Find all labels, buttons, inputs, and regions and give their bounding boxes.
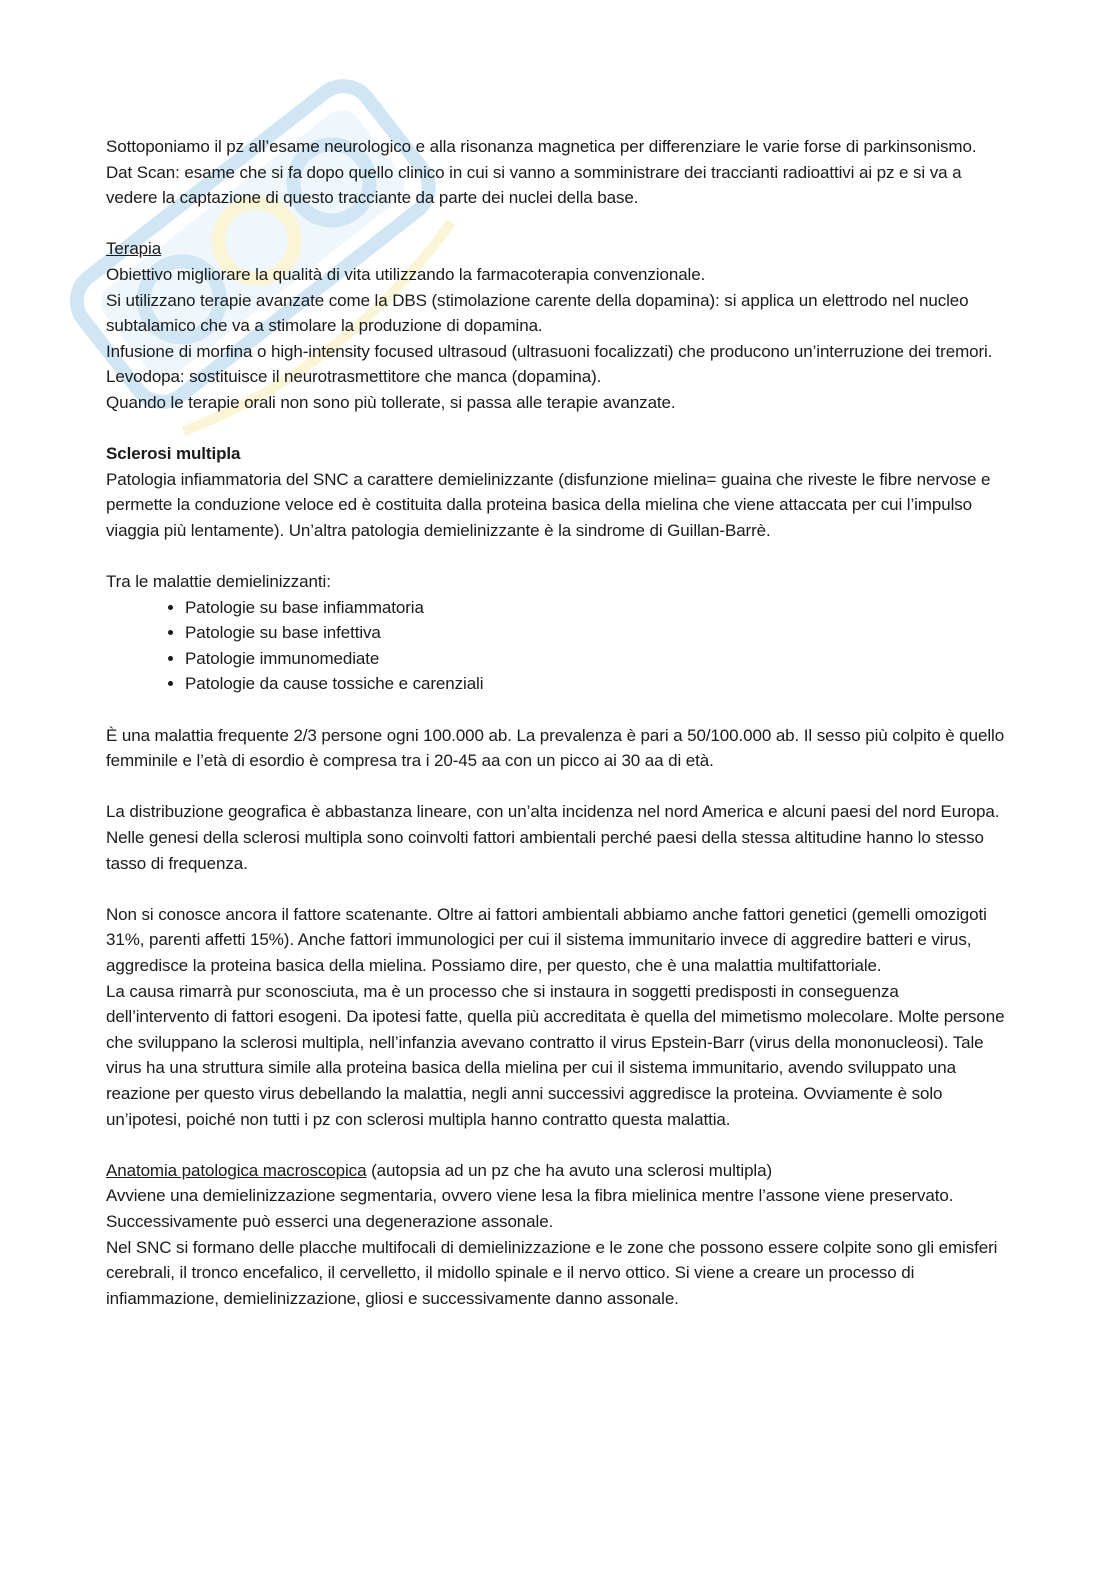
list-item: • Patologie su base infettiva [185,620,1006,646]
list-item: • Patologie da cause tossiche e carenziali [185,671,1006,697]
factors-paragraph: Non si conosce ancora il fattore scatenante. Oltre ai fattori ambientali abbiamo anche fattori genetici (gemelli omozigoti 31%, parenti affetti 15%). Anche fattori immunologici per cui il sistema immunitario invece di aggredire batteri e virus, aggredisce la proteina basica della mielina. Possiamo dire, per questo, che è una malattia multifattoriale. [106,904,987,975]
epidemiology-paragraph: È una malattia frequente 2/3 persone ogni 100.000 ab. La prevalenza è pari a 50/100.000 ab. Il sesso più colpito è quello femminile e l’età di esordio è compresa tra i 20-45 aa con un picco ai 30 aa di età. [106,725,1005,771]
cause-paragraph: La causa rimarrà pur sconosciuta, ma è un processo che si instaura in soggetti predisposti in conseguenza dell’intervento di fattori esogeni. Da ipotesi fatte, quella più accreditata è quella del mimetismo molecolare. Molte persone che sviluppano la sclerosi multipla, nell’infanzia avevano contratto il virus Epstein-Barr (virus della mononucleosi). Tale virus ha una struttura simile alla proteina basica della mielina per cui il sistema immunitario, avendo sviluppato una reazione per questo virus debellando la malattia, negli anni successivi aggredisce la proteina. Ovviamente è solo un’ipotesi, poiché non tutti i pz con sclerosi multipla hanno contratto questa malattia. [106,981,1005,1129]
list-item: • Patologie immunomediate [185,646,1006,672]
intro-paragraph-1: Sottoponiamo il pz all’esame neurologico e alla risonanza magnetica per differenziare le varie forse di parkinsonismo. [106,137,977,156]
anatomia-line-1: Avviene una demielinizzazione segmentaria, ovvero viene lesa la fibra mielinica mentre l’assone viene preservato. Successivamente può esserci una degenerazione assonale. [106,1186,954,1231]
anatomia-line-2: Nel SNC si formano delle placche multifocali di demielinizzazione e le zone che possono essere colpite sono gli emisferi cerebrali, il tronco encefalico, il cervelletto, il midollo spinale e il nervo ottico. Si viene a creare un processo di infiammazione, demielinizzazione, gliosi e successivamente danno assonale. [106,1237,998,1308]
anatomia-heading: Anatomia patologica macroscopica [106,1160,367,1180]
sclerosi-definition: Patologia infiammatoria del SNC a carattere demielinizzante (disfunzione mielina= guaina che riveste le fibre nervose e permette la conduzione veloce ed è costituita dalla proteina basica della mielina che viene attaccata per cui l’impulso viaggia più lentamente). Un’altra patologia demielinizzante è la sindrome di Guillan-Barrè. [106,469,991,540]
intro-paragraph-2: Dat Scan: esame che si fa dopo quello clinico in cui si vanno a somministrare dei traccianti radioattivi ai pz e si va a vedere la captazione di questo tracciante da parte dei nuclei della base. [106,162,962,208]
terapia-line-3: Infusione di morfina o high-intensity focused ultrasoud (ultrasuoni focalizzati) che producono un’interruzione dei tremori. [106,341,993,361]
document-page [106,134,1006,1311]
list-intro: Tra le malattie demielinizzanti: [106,572,331,592]
sclerosi-heading: Sclerosi multipla [106,444,241,464]
terapia-line-2: Si utilizzano terapie avanzate come la DBS (stimolazione carente della dopamina): si applica un elettrodo nel nucleo subtalamico che va a stimolare la produzione di dopamina. [106,290,969,336]
distribution-paragraph: La distribuzione geografica è abbastanza lineare, con un’alta incidenza nel nord America e alcuni paesi del nord Europa. Nelle genesi della sclerosi multipla sono coinvolti fattori ambientali perché paesi della stessa altitudine hanno lo stesso tasso di frequenza. [106,802,1000,873]
anatomia-heading-note: (autopsia ad un pz che ha avuto una sclerosi multipla) [366,1160,773,1180]
demyelinating-list [106,595,1006,697]
terapia-heading: Terapia [106,239,162,259]
terapia-line-5: Quando le terapie orali non sono più tollerate, si passa alle terapie avanzate. [106,392,676,412]
terapia-line-1: Obiettivo migliorare la qualità di vita utilizzando la farmacoterapia convenzionale. [106,264,706,284]
terapia-line-4: Levodopa: sostituisce il neurotrasmettitore che manca (dopamina). [106,367,602,387]
list-item: • Patologie su base infiammatoria [185,595,1006,621]
anatomia-heading-line [106,1158,1006,1184]
